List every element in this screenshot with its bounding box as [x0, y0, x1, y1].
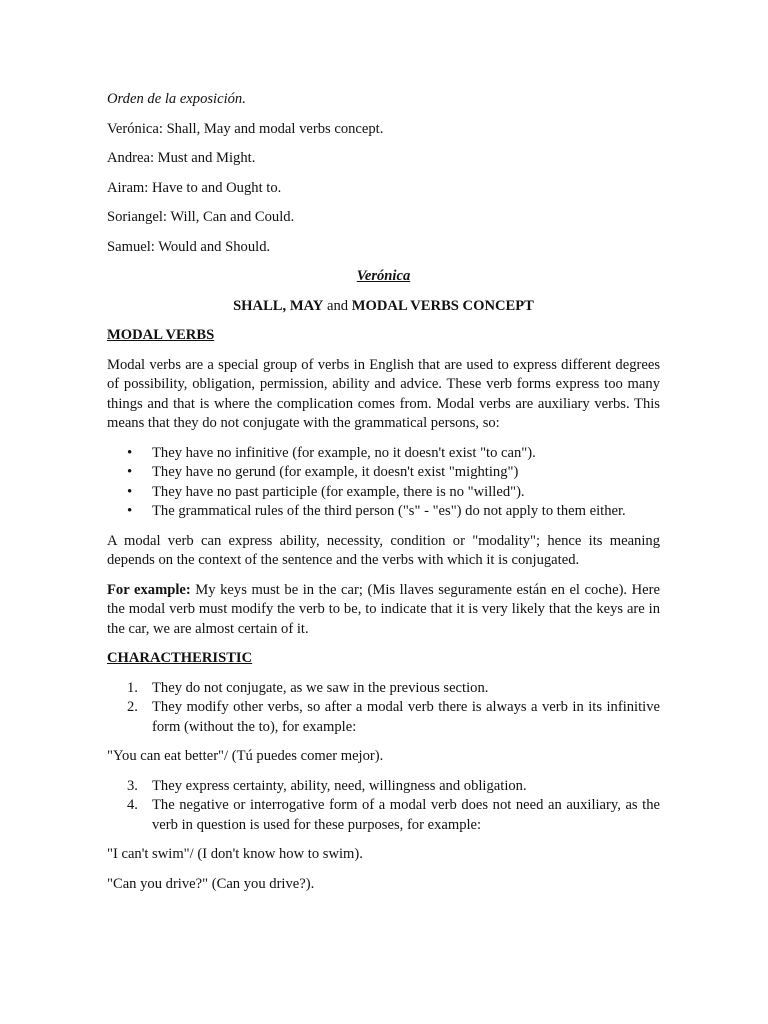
presenter-line: Soriangel: Will, Can and Could. — [107, 209, 295, 225]
characteristic-heading-text: CHARACTHERISTIC — [107, 650, 253, 666]
item-text: They do not conjugate, as we saw in the previous section. — [152, 679, 489, 696]
item-number: 3. — [127, 777, 138, 794]
presenter-line: Andrea: Must and Might. — [107, 150, 256, 166]
modal-verbs-heading-text: MODAL VERBS — [107, 327, 215, 343]
bullet-item: • They have no infinitive (for example, no it doesn't exist "to can"). — [107, 444, 660, 464]
example-label: For example: — [107, 581, 191, 598]
subtitle-part-2: and — [323, 297, 352, 314]
numbered-item — [107, 777, 660, 797]
presenter-list — [107, 120, 660, 258]
item-number: 1. — [127, 679, 138, 696]
modality-paragraph: A modal verb can express ability, necessity, condition or "modality"; hence its meaning depends on the context of the sentence and the verbs with which it is conjugated. — [107, 532, 660, 568]
document-page — [107, 90, 660, 904]
section-name: Verónica — [356, 268, 411, 284]
subtitle-part-1: SHALL, MAY — [233, 297, 324, 314]
bullet-item: • The grammatical rules of the third person ("s" - "es") do not apply to them either. — [107, 502, 660, 522]
item-text: They express certainty, ability, need, willingness and obligation. — [152, 777, 527, 794]
item-number: 4. — [127, 797, 138, 813]
characteristic-heading — [107, 649, 660, 669]
example-paragraph — [107, 581, 660, 640]
intro-paragraph: Modal verbs are a special group of verbs in English that are used to express different degrees of possibility, obligation, permission, ability and advice. These verb forms express too many things and that is where the complication comes from. Modal verbs are auxiliary verbs. This means that they do not conjugate with the grammatical persons, so: — [107, 356, 660, 431]
item-text: They modify other verbs, so after a modal verb there is always a verb in its infinitive form (without the to), for example: — [152, 699, 660, 735]
presenter-line: Samuel: Would and Should. — [107, 238, 271, 255]
example-text: My keys must be in the car; (Mis llaves seguramente están en el coche). Here the modal verb must modify the verb to be, to indicate that it is very likely that the keys are in the car, we are almost certain of it. — [107, 581, 660, 637]
topic-subtitle — [107, 297, 660, 317]
numbered-item — [107, 679, 660, 699]
subtitle-part-3: MODAL VERBS CONCEPT — [351, 297, 534, 314]
item-number: 2. — [127, 699, 138, 715]
bullet-item: • They have no past participle (for example, there is no "willed"). — [107, 483, 660, 503]
example-line: "Can you drive?" (Can you drive?). — [107, 875, 315, 892]
numbered-item — [107, 698, 660, 737]
example-line: "You can eat better"/ (Tú puedes comer mejor). — [107, 748, 384, 764]
section-title — [107, 267, 660, 287]
exposition-order-heading: Orden de la exposición. — [107, 91, 246, 107]
presenter-line: Verónica: Shall, May and modal verbs concept. — [107, 120, 384, 137]
rules-bullet-list — [107, 444, 660, 522]
item-text: The negative or interrogative form of a modal verb does not need an auxiliary, as the verb in question is used for these purposes, for example: — [152, 797, 660, 833]
modal-verbs-heading — [107, 326, 660, 346]
numbered-item — [107, 796, 660, 835]
characteristics-list-part-2 — [107, 777, 660, 836]
characteristics-list-part-1 — [107, 679, 660, 738]
presenter-line: Airam: Have to and Ought to. — [107, 179, 282, 196]
bullet-item: • They have no gerund (for example, it doesn't exist "mighting") — [107, 463, 660, 483]
example-line: "I can't swim"/ (I don't know how to swim). — [107, 846, 363, 862]
